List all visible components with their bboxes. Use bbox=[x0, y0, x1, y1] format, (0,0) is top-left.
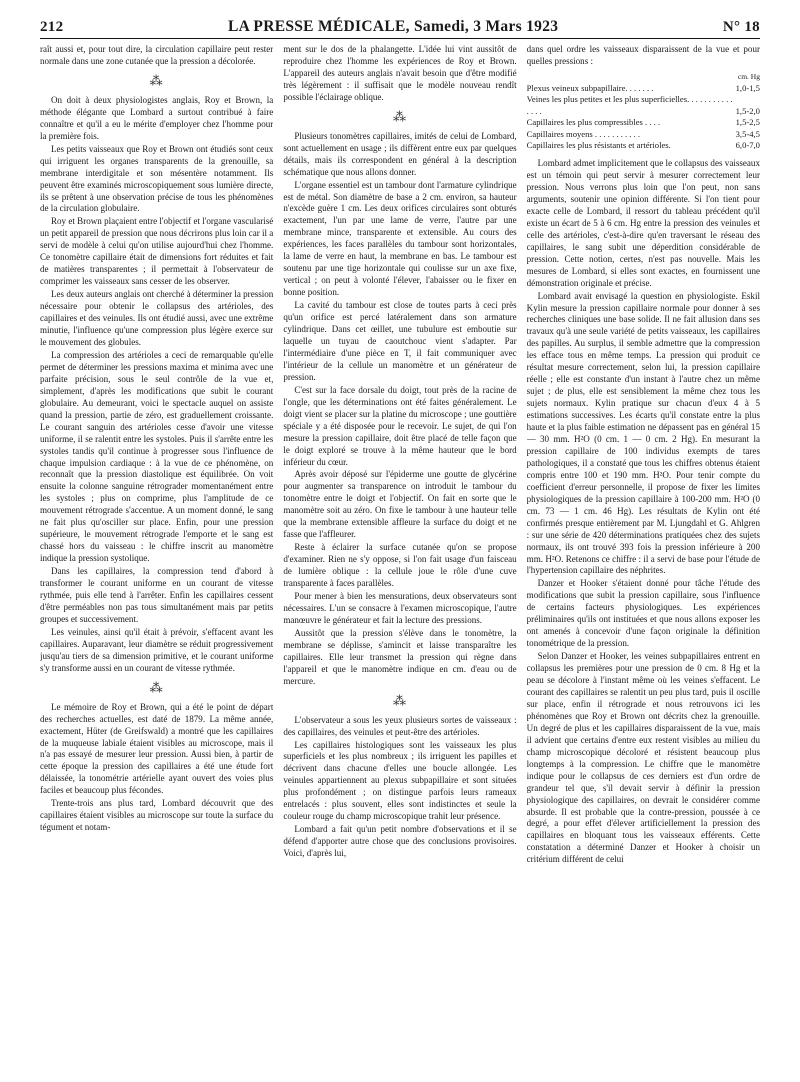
table-cell-label: Plexus veineux subpapillaire. . . . . . . bbox=[526, 82, 654, 93]
table-row bbox=[527, 83, 760, 95]
paragraph: L'observateur a sous les yeux plusieurs sortes de vaisseaux : des capillaires, des veinules et peut-être des artérioles. bbox=[283, 714, 517, 737]
paragraph: On doit à deux physiologistes anglais, Roy et Brown, la méthode élégante que Lombard a surtout contribué à faire connaître et qu'il a eu le mérite d'employer chez l'homme pour la première fois. bbox=[40, 94, 274, 141]
paragraph: Danzer et Hooker s'étaient donné pour tâche l'étude des modifications que subit la pression capillaire, sous l'influence de certains facteurs physiologiques. Les expériences préliminaires qu'ils ont instituées et que nous allons exposer les ont amenés à concevoir d'une façon originale la définition tonométrique de la pression. bbox=[526, 578, 760, 649]
table-cell-label: Capillaires les plus résistants et artérioles. bbox=[526, 140, 671, 151]
section-separator: ⁂ bbox=[149, 72, 164, 88]
section-separator: ⁂ bbox=[392, 692, 407, 708]
page-header bbox=[40, 18, 760, 40]
table-row bbox=[527, 117, 760, 129]
table-cell-value: 3,5-4,5 bbox=[735, 128, 760, 139]
section-separator: ⁂ bbox=[392, 108, 407, 124]
paragraph: Selon Danzer et Hooker, les veines subpapillaires entrent en collapsus les premières pour une pression de 0 cm. 8 Hg et la peau se décolore à l'instant même où les veines s'effacent. Le courant des capillaires se ralentit un peu plus tard, puis il oscille sur place, enfin il rétrograde et nous retrouvons ici les phénomènes que Roy et Brown ont décrits chez la grenouille. Un degré de plus et les capillaires disparaissent de la vue, mais il advient que certains d'entre eux restent visibles au milieu du champ microscopique décoloré et résistent beaucoup plus longtemps à la compression. Le chiffre que le manomètre indique pour le collapsus de ces derniers est d'un ordre de grandeur tel que, s'il devait servir à définir la pression physiologique des capillaires, on devrait le considérer comme absurde. Il est probable que la contre-pression, poussée à ce degré, a pour effet d'élever artificiellement la pression des capillaires en bloquant tous les vaisseaux efférents. Cette constatation a déterminé Danzer et Hooker à choisir un critérium différent de celui bbox=[526, 651, 760, 865]
column-2 bbox=[283, 44, 516, 1074]
table-row bbox=[527, 129, 760, 141]
paragraph: Trente-trois ans plus tard, Lombard découvrit que des capillaires étaient visibles au microscope sur toute la surface du tégument et notam- bbox=[40, 798, 274, 833]
paragraph: Aussitôt que la pression s'élève dans le tonomètre, la membrane se déplisse, s'amincit et laisse transparaître les capillaires. Elle leur transmet la pression qui règne dans l'appareil et que le manomètre indique en cm. d'eau ou de mercure. bbox=[283, 627, 517, 686]
table-row bbox=[527, 140, 760, 152]
paragraph: Roy et Brown plaçaient entre l'objectif et l'organe vascularisé un petit appareil de pression que nous décrirons plus loin car il a servi de modèle à celui qu'on utilise aujourd'hui chez l'homme. Ce tonomètre capillaire était de dimensions fort réduites et fait de matières transparentes ; il permettait à l'observateur de comprimer les vaisseaux sans cesser de les observer. bbox=[40, 216, 274, 287]
paragraph: Dans les capillaires, la compression tend d'abord à transformer le courant uniforme en un courant de vitesse rythmée, puis elle tend à l'arrêter. Enfin les capillaires cessent d'être perméables non pas tous simultanément mais par petits groupes et successivement. bbox=[40, 566, 274, 624]
paragraph: raît aussi et, pour tout dire, la circulation capillaire peut rester normale dans une zone cutanée que la pression a décolorée. bbox=[40, 44, 274, 66]
issue-number: N° 18 bbox=[722, 19, 760, 35]
table-cell-value: 1,5-2,0 bbox=[735, 105, 760, 116]
paragraph: La compression des artérioles a ceci de remarquable qu'elle permet de déterminer les pressions maxima et minima avec une parfaite précision, sous le seul contrôle de la vue et, simplement, d'après les modifications que subit le courant globulaire. Au demeurant, voici le spectacle auquel on assiste quand la pression, partie de zéro, est graduellement croissante. Le courant sanguin des artérioles cesse d'avoir une vitesse uniforme, il se ralentit entre les systoles. Puis il s'arrête entre les systoles tandis qu'il continue à progresser sous l'influence de chaque impulsion cardiaque : à la vue de ce phénomène, on reconnaît que la pression diastolique est équilibrée. On voit ensuite la colonne sanguine rétrograder momentanément entre les systoles ; plus on comprime, plus l'amplitude de ce mouvement rétrograde s'accentue. A un moment donné, le sang ne fait plus qu'osciller sur place. Enfin, pour une pression supérieure, le mouvement rétrograde l'emporte et le sang est chassé hors du vaisseau : le chiffre inscrit au manomètre indique la pression systolique. bbox=[40, 349, 274, 564]
paragraph: Les deux auteurs anglais ont cherché à déterminer la pression nécessaire pour obtenir le collapsus des artérioles, des capillaires et des veinules. Ils ont étudié aussi, avec une extrême minutie, l'influence qu'une compression plus légère exerce sur le mouvement des globules. bbox=[40, 289, 274, 347]
table-cell-value: 6,0-7,0 bbox=[735, 140, 760, 151]
column-3 bbox=[527, 44, 760, 1074]
table-cell-label: Capillaires moyens . . . . . . . . . . . bbox=[526, 128, 641, 139]
publication-title: LA PRESSE MÉDICALE, Samedi, 3 Mars 1923 bbox=[227, 18, 559, 35]
paragraph: Le mémoire de Roy et Brown, qui a été le point de départ des recherches actuelles, est daté de 1879. La même année, exactement, Hüter (de Greifswald) a montré que les capillaires de la muqueuse labiale étaient visibles au microscope, mais il n'a pas essayé de mesurer leur pression. Aussi bien, à partir de cette époque la pression des capillaires a été une étude fort délaissée, la tonométrie artérielle ayant ouvert des voies plus faciles et beaucoup plus fécondes. bbox=[40, 701, 274, 796]
table-header-row bbox=[527, 71, 760, 83]
column-1 bbox=[40, 44, 273, 1074]
paragraph: Pour mener à bien les mensurations, deux observateurs sont nécessaires. L'un se consacre à l'examen microscopique, l'autre manœuvre le générateur et fait la lecture des pressions. bbox=[283, 590, 517, 625]
paragraph: Lombard avait envisagé la question en physiologiste. Eskil Kylin mesure la pression capillaire normale pour donner à ses recherches cliniques une base solide. Il ne fait allusion dans ses travaux qu'à une seule variété de petits vaisseaux, les capillaires des papilles. Au surplus, il semble admettre que la compression les efface tous en même temps. La pression qui produit ce résultat mesure correctement, selon lui, la pression capillaire réelle ; elle est constante d'un instant à l'autre chez un même sujet ; de plus, elle est sensiblement la même chez tous les sujets normaux. Kylin pratique sur chacun d'eux 4 à 5 estimations successives. Les écarts qu'il constate entre la plus haute et la plus faible estimation ne dépassent pas en général 15 — 30 mm. H²O (0 cm. 1 — 0 cm. 2 Hg). En mesurant la pression capillaire de 100 individus exempts de tares pathologiques, il a constaté que tous les chiffres obtenus étaient compris entre 100 et 190 mm. H²O. Pour tenir compte du coefficient d'erreur personnelle, il propose de fixer les limites physiologiques de la pression capillaire à 100-200 mm. H²O (0 cm. 73 — 1 cm. 46 Hg). Les résultats de Kylin ont été confirmés presque entièrement par M. Ljungdahl et G. Ahlgren : sur une série de 420 déterminations pratiquées chez des sujets normaux, ils ont trouvé 393 fois la pression inférieure à 200 mm. H²O. Retenons ce chiffre : il a servi de base pour l'étude de l'hypertension capillaire des néphrites. bbox=[526, 290, 760, 576]
paragraph: Les capillaires histologiques sont les vaisseaux les plus superficiels et les plus nombreux ; ils irriguent les papilles et décrivent dans chacune d'elles une boucle allongée. Les veinules appartiennent au plexus subpapillaire et sont situées plus profondément ; on distingue parfois leurs rameaux entrelacés : plus souvent, elles sont indistinctes et seule la couleur rouge du champ microscopique trahit leur présence. bbox=[283, 739, 517, 822]
section-separator: ⁂ bbox=[149, 679, 164, 695]
paragraph: Les petits vaisseaux que Roy et Brown ont étudiés sont ceux qui irriguent les organes transparents de la grenouille, sa membrane interdigitale et son mésentère notamment. Ils peuvent être examinés microscopiquement sous lumière directe, ils se prêtent à une observation précise de tous les phénomènes de la circulation globulaire. bbox=[40, 143, 274, 214]
paragraph: La cavité du tambour est close de toutes parts à ceci près qu'un orifice est percé latéralement dans son armature cylindrique. Dans cet œillet, une tubulure est emboutie sur laquelle un tuyau de caoutchouc vient s'adapter. Par l'intermédiaire d'une pièce en T, il fait communiquer avec l'intérieur de la cellule un manomètre et un générateur de pression. bbox=[283, 300, 517, 382]
table-cell-value: 1,5-2,5 bbox=[735, 117, 760, 128]
table-cell-label: Veines les plus petites et les plus superficielles. . . . . . . . . . . . . . . bbox=[526, 94, 733, 116]
page-number: 212 bbox=[40, 19, 64, 35]
table-unit: cm. Hg bbox=[737, 71, 760, 81]
header-rule bbox=[40, 38, 760, 39]
paragraph: Lombard a fait qu'un petit nombre d'observations et il se défend d'apporter autre chose que des conclusions provisoires. Voici, d'après lui, bbox=[283, 824, 517, 859]
table-row bbox=[527, 94, 760, 117]
paragraph: Après avoir déposé sur l'épiderme une goutte de glycérine pour augmenter sa transparence on introduit le tambour du tonomètre entre le doigt et l'objectif. On fait en sorte que le manomètre soit au zéro. On fixe le tambour à une hauteur telle que la membrane extensible affleure la surface du doigt et ne fasse que l'affleurer. bbox=[283, 469, 517, 540]
paragraph: Lombard admet implicitement que le collapsus des vaisseaux est un témoin qui peut servir à mesurer correctement leur pression. Nous verrons plus loin que l'on peut, non sans arguments, soutenir une opinion différente. Si l'on tient pour exacte celle de Lombard, il ressort du tableau précédent qu'il existe un écart de 5 à 6 cm. Hg entre la pression des veinules et celle des artérioles, c'est-à-dire qu'en traversant le réseau des capillaires, le sang subit une déperdition considérable de pression. Cette notion, certes, n'est pas nouvelle. Mais les mesures de Lombard, si elles sont exactes, en fournissent une démonstration originale et précise. bbox=[526, 158, 760, 288]
paragraph: L'organe essentiel est un tambour dont l'armature cylindrique est de métal. Son diamètre de base a 2 cm. environ, sa hauteur n'excède guère 1 cm. Les deux orifices circulaires sont obturés exactement, l'un par une lame de verre, l'autre par une membrane mince, transparente et extensible. Au cours des expériences, les faces parallèles du tambour sont horizontales, la lame de verre en haut, la membrane en bas. Le tambour est soutenu par une tige horizontale qui coulisse sur un axe fixe, vertical ; on peut à volonté l'élever, l'abaisser ou le fixer en bonne position. bbox=[283, 179, 517, 298]
table-cell-value: 1,0-1,5 bbox=[735, 82, 760, 93]
paragraph: Les veinules, ainsi qu'il était à prévoir, s'effacent avant les capillaires. Auparavant, leur diamètre se réduit progressivement jusqu'au tiers de sa dimension primitive, et le courant uniforme s'y transforme aussi en un courant de vitesse rythmée. bbox=[40, 626, 274, 673]
paragraph: Reste à éclairer la surface cutanée qu'on se propose d'examiner. Rien ne s'y oppose, si l'on fait usage d'un faisceau de lumière oblique : la cellule joue le rôle d'une cuve transparente à faces parallèles. bbox=[283, 542, 517, 589]
pressure-table bbox=[527, 71, 760, 152]
paragraph: C'est sur la face dorsale du doigt, tout près de la racine de l'ongle, que les déterminations ont été faites généralement. Le doigt vient se placer sur la platine du microscope ; une gouttière spéciale y a été disposée pour le recevoir. Le sujet, de qui l'on mesure la pression capillaire, doit être placé de telle façon que le doigt exploré se trouve à la même hauteur que le bord inférieur du cœur. bbox=[283, 384, 517, 467]
article-columns bbox=[40, 44, 760, 1074]
paragraph: ment sur le dos de la phalangette. L'idée lui vint aussitôt de reproduire chez l'homme les expériences de Roy et Brown. L'appareil des auteurs anglais n'avait besoin que d'être modifié très légèrement : il suffisait que le modèle nouveau rendît possible l'éclairage oblique. bbox=[283, 44, 517, 102]
paragraph: dans quel ordre les vaisseaux disparaissent de la vue et pour quelles pressions : bbox=[526, 44, 760, 66]
table-cell-label: Capillaires les plus compressibles . . . . bbox=[526, 117, 661, 128]
paragraph: Plusieurs tonomètres capillaires, imités de celui de Lombard, sont actuellement en usage ; ils diffèrent entre eux par quelques détails, mais ils correspondent en général à la description schématique que nous allons donner. bbox=[283, 130, 517, 177]
